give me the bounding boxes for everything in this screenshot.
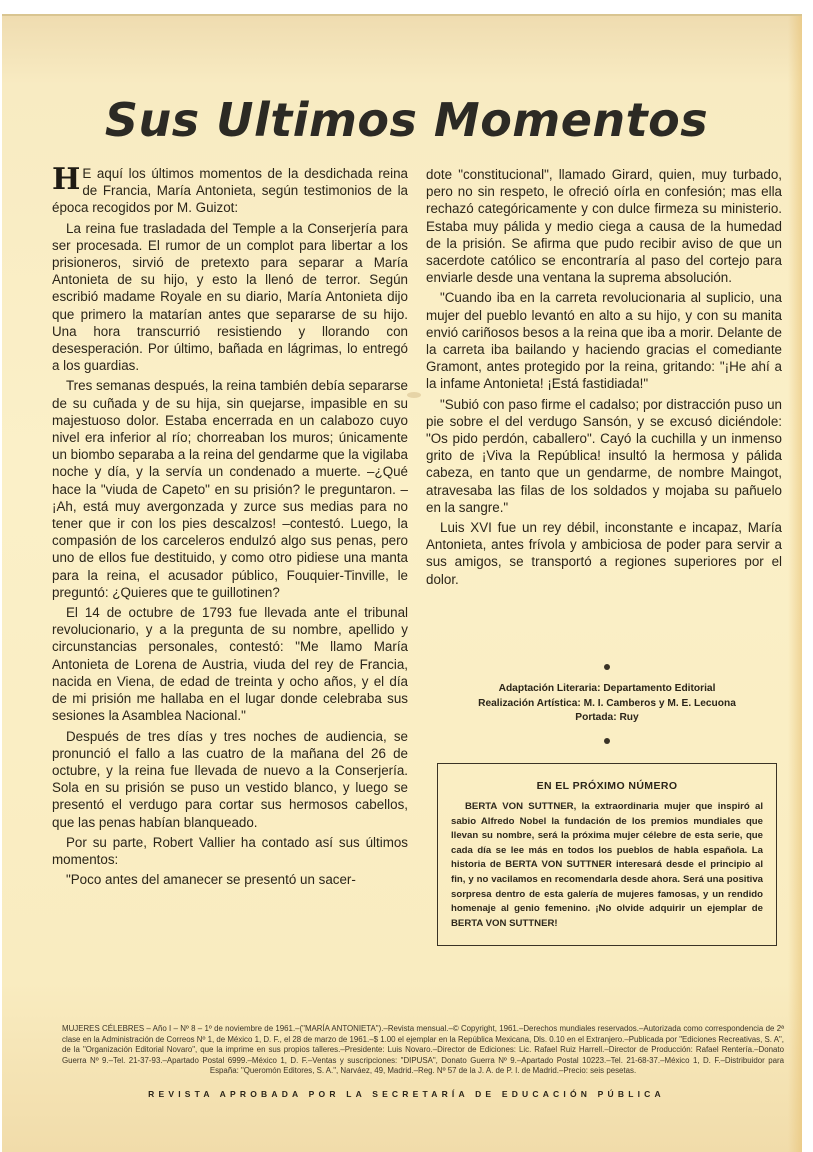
bullet-dot-icon [604,664,610,670]
imprint-footer: MUJERES CÉLEBRES – Año I – Nº 8 – 1º de noviembre de 1961.–("MARÍA ANTONIETA").–Revista mensual.–© Copyright, 1961.–Derechos mundiales reservados.–Autorizada como correspondencia de 2ª clase en la Administración de Correos Nº 1, de México 1, D. F., el 28 de marzo de 1961.–$ 1.00 el ejemplar en la República Mexicana, Dls. 0.10 en el Extranjero.–Publicada por "Ediciones Recreativas, S. A", de la "Organización Editorial Novaro", que la imprime en sus propios talleres.–Presidente: Luis Novaro.–Director de Ediciones: Lic. Rafael Ruiz Harrell.–Director de Producción: Rafael Rentería.–Donato Guerra Nº 9.–Tel. 21-37-93.–Apartado Postal 6999.–México 1, D. F.–Ventas y suscripciones: "DIPUSA", Donato Guerra Nº 9.–Apartado Postal 10223.–Tel. 21-68-37.–México 1, D. F.–Distribuidor para España: "Queromón Editores, S. A.", Narváez, 49, Madrid.–Reg. Nº 57 de la J. A. de P. I. de Madrid.–Precio: seis pesetas. [62,1024,784,1075]
paragraph: Por su parte, Robert Vallier ha contado así sus últimos momentos: [52,834,408,867]
approval-line: REVISTA APROBADA POR LA SECRETARÍA DE EDUCACIÓN PÚBLICA [148,1089,665,1099]
paragraph: dote "constitucional", llamado Girard, quien, muy turbado, pero no sin respeto, le ofreció oírla en confesión; mas ella rechazó categóricamente y con dulce firmeza su ministerio. Estaba muy pálida y medio ciega a causa de la humedad de la prisión. Se afirma que pudo recibir aviso de que un sacerdote católico se encontraría al paso del cortejo para enviarle desde una ventana la suprema absolución. [426,167,782,286]
bullet-dot-icon [604,738,610,744]
credit-line: Realización Artística: M. I. Camberos y M. E. Lecuona [478,697,736,709]
paragraph: "Subió con paso firme el cadalso; por distracción puso un pie sobre el del verdugo Sansón, y se excusó diciéndole: "Os pido perdón, caballero". Cayó la cuchilla y un inmenso grito de ¡Viva la República! insultó la hermosa y pálida cabeza, en tanto que un gendarme, de nombre Maingot, atravesaba las filas de los soldados y mojaba su pañuelo en la sangre." [426,396,782,515]
credits-block [436,664,778,744]
paper-stain [407,392,421,398]
drop-cap: H [52,162,81,197]
left-column [52,162,408,891]
paragraph: Tres semanas después, la reina también debía separarse de su cuñada y de su hija, sin quejarse, impasible en su majestuoso dolor. Estaba encerrada en un calabozo cuyo nivel era inferior al río; chorreaban los muros; únicamente un biombo separaba a la reina del gendarme que la vigilaba noche y día, y la servía un condenado a muerte. –¿Qué hace la "viuda de Capeto" en su prisión? le preguntaron. –¡Ah, está muy avergonzada y zurce sus medias para no tener que ir con los pies descalzos! –contestó. Luego, la compasión de los carceleros endulzó algo sus penas, pero uno de ellos fue destituido, y como otro pidiese una manta para la reina, el acusador público, Fouquier-Tinville, le preguntó: ¿Quieres que te guillotinen? [52,378,408,600]
credit-line: Adaptación Literaria: Departamento Editorial [498,683,716,694]
paragraph: Después de tres días y tres noches de audiencia, se pronunció el fallo a las cuatro de la mañana del 26 de octubre, y la reina fue llevada de nuevo a la Conserjería. Sola en su prisión se puso un vestido blanco, y luego se presentó el verdugo para cortar sus hermosos cabellos, que las penas habían blanqueado. [52,728,408,830]
paragraph: "Cuando iba en la carreta revolucionaria al suplicio, una mujer del pueblo levantó en alto a su hijo, y con su manita envió cariñosos besos a la reina que iba a morir. Delante de la carreta iba bailando y haciendo gracias el comediante Gramont, antes protegido por la reina, gritando: "¡He ahí a la infame Antonieta! ¡Está fastidiada!" [426,290,782,392]
next-issue-heading: EN EL PRÓXIMO NÚMERO [536,780,678,792]
paragraph: Luis XVI fue un rey débil, inconstante e incapaz, María Antonieta, antes frívola y ambiciosa de poder para servir a sus amigos, se transportó a regiones superiores por el dolor. [426,520,782,587]
next-issue-body: BERTA VON SUTTNER, la extraordinaria mujer que inspiró al sabio Alfredo Nobel la fundación de los premios mundiales que llevan su nombre, será la próxima mujer célebre de esta serie, que cada día se lee más en todos los pueblos de habla española. La historia de BERTA VON SUTTNER interesará desde el principio al fin, y no vacilamos en recomendarla desde ahora. Será una positiva sorpresa dentro de esta galería de mujeres famosas, y un rendido homenaje al genio femenino. ¡No olvide adquirir un ejemplar de BERTA VON SUTTNER! [451,801,763,929]
paragraph: La reina fue trasladada del Temple a la Conserjería para ser procesada. El rumor de un complot para libertar a los prisioneros, sirvió de pretexto para separar a María Antonieta de su hijo, y esto la llenó de terror. Según escribió madame Royale en su diario, María Antonieta dijo que primero la matarían antes que separarse de su hijo. Una hora transcurrió resistiendo y llorando con desesperación. Por último, bañada en lágrimas, lo entregó a los guardias. [52,220,408,374]
article-title: Sus Ultimos Momentos [104,93,709,147]
credit-line: Portada: Ruy [575,712,639,723]
paragraph: "Poco antes del amanecer se presentó un sacer- [66,872,356,888]
paragraph [52,162,408,217]
paragraph: El 14 de octubre de 1793 fue llevada ante el tribunal revolucionario, y a la pregunta de su nombre, apellido y circunstancias personales, contestó: "Me llamo María Antonieta de Lorena de Austria, viuda del rey de Francia, nacida en Viena, de edad de treinta y ocho años, y el día de mi prisión me hallaba en el lugar donde celebraba sus sesiones la Asamblea Nacional." [52,605,408,724]
next-issue-box [437,763,777,946]
right-column [426,166,782,591]
paragraph-text: E aquí los últimos momentos de la desdichada reina de Francia, María Antonieta, según testimonios de la época recogidos por M. Guizot: [52,166,408,216]
